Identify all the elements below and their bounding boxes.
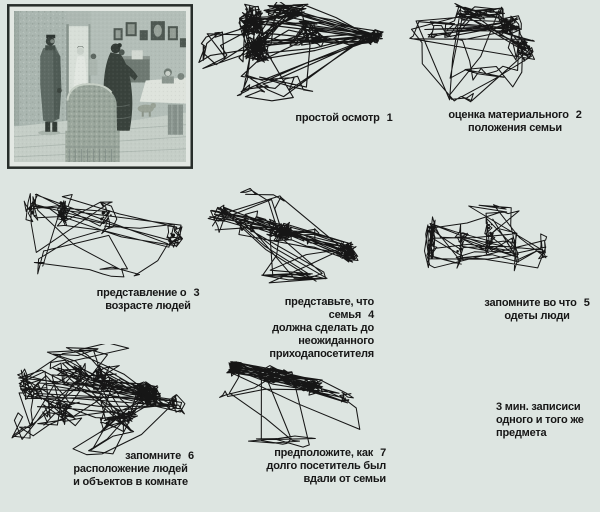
scanpath-3-trace	[14, 186, 192, 286]
caption-1	[278, 112, 410, 125]
caption-line: долго посетитель был	[266, 460, 386, 472]
scanpath-1-trace	[196, 2, 400, 108]
caption-7	[248, 447, 386, 486]
caption-line: расположение людей	[73, 463, 188, 475]
scanpath-6	[4, 344, 189, 458]
note-line: одного и того же	[496, 414, 584, 426]
note-line: 3 мин. записиси	[496, 401, 581, 413]
panel-number: 3	[193, 287, 200, 299]
panel-number: 5	[583, 297, 590, 309]
caption-line: возрасте людей	[105, 300, 191, 312]
scanpath-4	[203, 188, 371, 290]
scanpath-2-trace	[406, 3, 572, 105]
panel-number: 1	[386, 112, 393, 124]
panel-number: 6	[188, 450, 194, 462]
caption-4	[240, 296, 374, 361]
scanpath-6-trace	[4, 344, 189, 458]
caption-line: приходапосетителя	[269, 348, 374, 360]
caption-line: вдали от семьи	[303, 473, 386, 485]
scanpath-5	[416, 198, 566, 284]
caption-line: представление о 3	[96, 287, 200, 299]
stimulus-painting	[7, 4, 193, 169]
caption-6	[58, 450, 203, 489]
scanpath-7-trace	[218, 358, 382, 452]
scanpath-2	[406, 3, 572, 105]
caption-line: предположите, как 7	[274, 447, 386, 459]
panel-number: 4	[368, 309, 374, 321]
painting-illustration	[7, 4, 193, 169]
caption-line: неожиданного	[298, 335, 374, 347]
recording-note	[496, 401, 591, 440]
caption-line: должна сделать до	[272, 322, 374, 334]
caption-line: положения семьи	[468, 122, 562, 134]
caption-5	[462, 297, 600, 323]
scanpath-3	[14, 186, 192, 286]
caption-line: и объектов в комнате	[73, 476, 188, 488]
scanpath-5-trace	[416, 198, 566, 284]
caption-line: простой осмотр 1	[295, 112, 393, 124]
caption-3	[92, 287, 204, 313]
note-line: предмета	[496, 427, 547, 439]
caption-line: представьте, что семья 4	[284, 296, 374, 321]
caption-2	[445, 109, 585, 135]
panel-number: 7	[380, 447, 386, 459]
scanpath-4-trace	[203, 188, 371, 290]
caption-line: запомните 6	[125, 450, 194, 462]
panel-number: 2	[575, 109, 582, 121]
caption-line: оценка материального 2	[448, 109, 582, 121]
caption-line: одеты люди	[504, 310, 570, 322]
scanpath-1	[196, 2, 400, 108]
scanpath-7	[218, 358, 382, 452]
caption-line: запомните во что 5	[484, 297, 590, 309]
